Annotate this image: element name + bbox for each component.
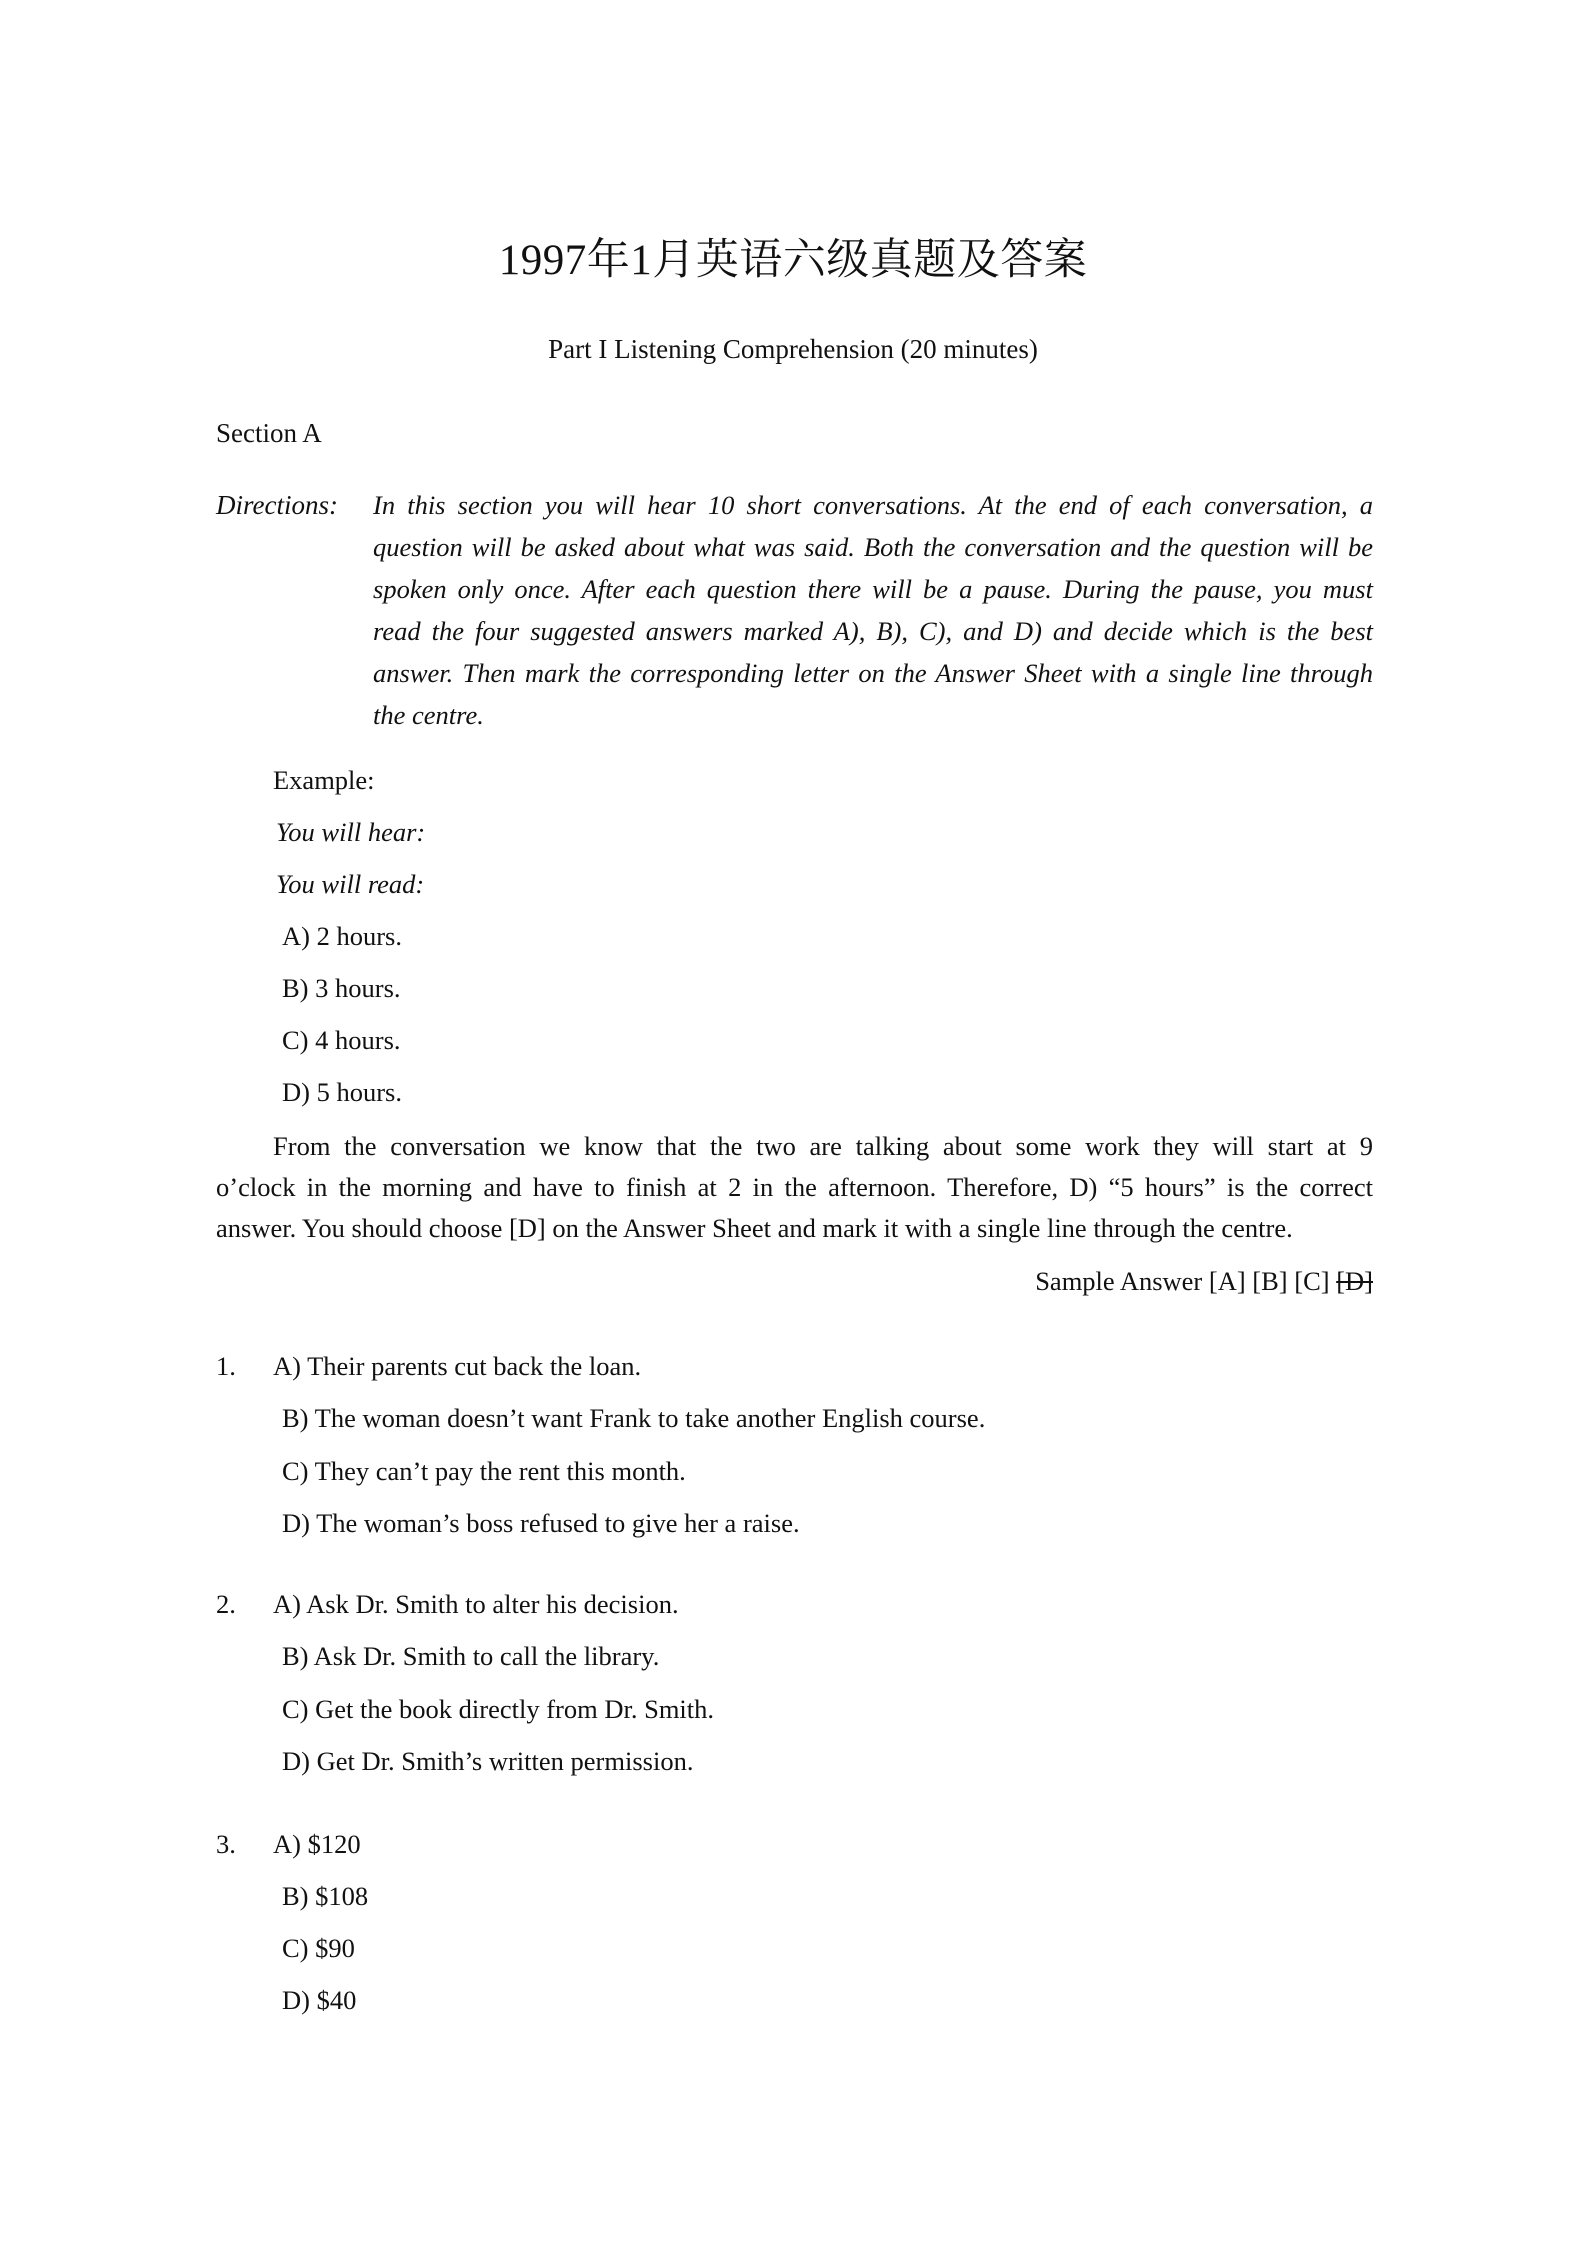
directions-line: In this section you will hear 10 short conversations. At the end of each conversation, a <box>373 490 1373 520</box>
example-explanation-line: From the conversation we know that the two are talking about some work they will start at 9 <box>273 1131 1373 1161</box>
question-option: D) The woman’s boss refused to give her a raise. <box>282 1508 800 1538</box>
question-option: C) They can’t pay the rent this month. <box>282 1456 686 1486</box>
example-explanation-line: o’clock in the morning and have to finish at 2 in the afternoon. Therefore, D) “5 hours” is the correct <box>216 1172 1373 1202</box>
example-option: D) 5 hours. <box>282 1077 402 1107</box>
example-label: Example: <box>273 765 375 795</box>
example-option: A) 2 hours. <box>282 921 402 951</box>
directions-line: question will be asked about what was said. Both the conversation and the question will be <box>373 532 1373 562</box>
example-you-will-hear: You will hear: <box>276 817 426 847</box>
directions-line: spoken only once. After each question there will be a pause. During the pause, you must <box>373 574 1373 604</box>
directions-line: read the four suggested answers marked A), B), C), and D) and decide which is the best <box>373 616 1373 646</box>
directions-line: the centre. <box>373 700 484 730</box>
question-number: 3. <box>216 1829 236 1859</box>
question-option: A) Ask Dr. Smith to alter his decision. <box>273 1589 679 1619</box>
sample-answer-marked: [D] <box>1336 1266 1373 1296</box>
directions-label: Directions: <box>216 490 338 520</box>
sample-answer <box>1035 1266 1373 1297</box>
example-option: C) 4 hours. <box>282 1025 401 1055</box>
example-explanation-line: answer. You should choose [D] on the Answer Sheet and mark it with a single line through the centre. <box>216 1213 1293 1243</box>
sample-answer-prefix: Sample Answer [A] [B] [C] <box>1035 1266 1337 1296</box>
question-option: B) The woman doesn’t want Frank to take another English course. <box>282 1403 986 1433</box>
part-heading: Part I Listening Comprehension (20 minutes) <box>548 334 1038 364</box>
question-option: B) Ask Dr. Smith to call the library. <box>282 1641 660 1671</box>
question-option: A) Their parents cut back the loan. <box>273 1351 642 1381</box>
page-title: 1997年1月英语六级真题及答案 <box>498 237 1088 284</box>
section-heading: Section A <box>216 418 322 448</box>
question-option: D) $40 <box>282 1985 357 2015</box>
question-option: B) $108 <box>282 1881 369 1911</box>
example-option: B) 3 hours. <box>282 973 401 1003</box>
question-number: 1. <box>216 1351 236 1381</box>
question-option: C) $90 <box>282 1933 355 1963</box>
directions-line: answer. Then mark the corresponding letter on the Answer Sheet with a single line through <box>373 658 1373 688</box>
question-option: D) Get Dr. Smith’s written permission. <box>282 1746 694 1776</box>
question-option: A) $120 <box>273 1829 361 1859</box>
question-number: 2. <box>216 1589 236 1619</box>
question-option: C) Get the book directly from Dr. Smith. <box>282 1694 715 1724</box>
example-you-will-read: You will read: <box>276 869 425 899</box>
